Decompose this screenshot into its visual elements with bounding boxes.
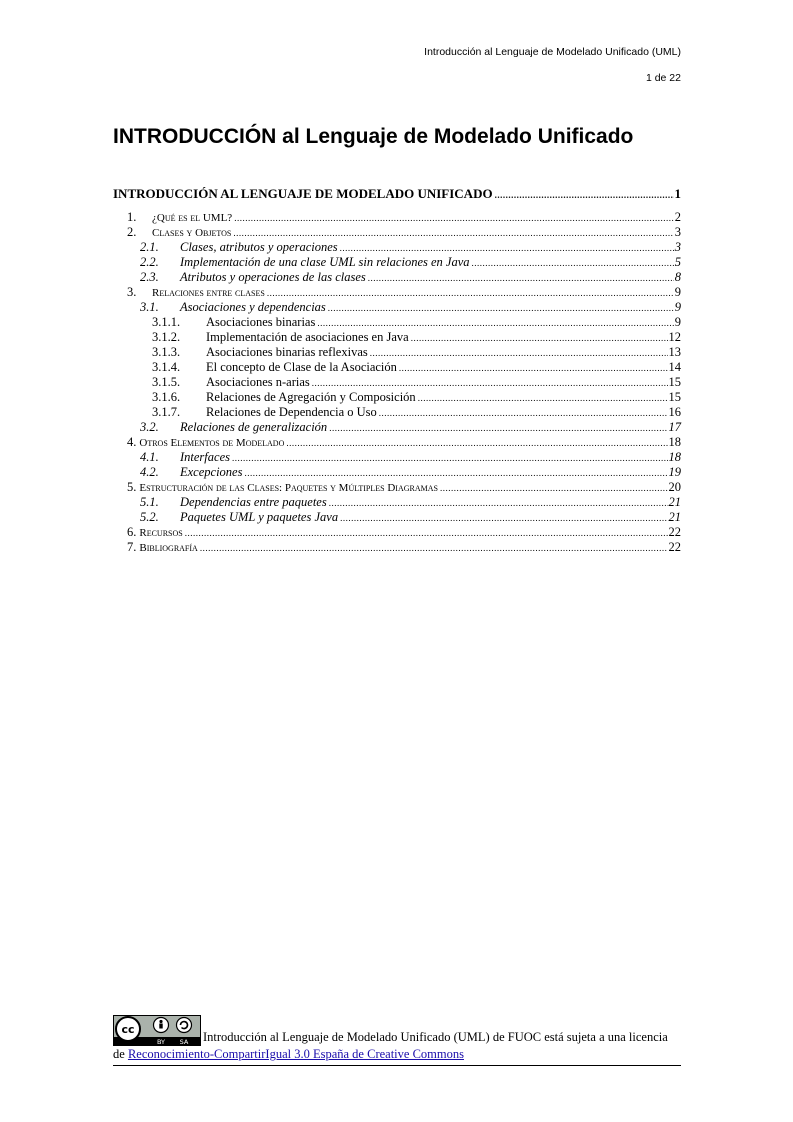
table-of-contents bbox=[113, 186, 681, 555]
toc-entry[interactable] bbox=[113, 330, 681, 345]
toc-entry[interactable] bbox=[113, 225, 681, 240]
toc-entry-page: 22 bbox=[668, 540, 681, 554]
toc-leader bbox=[340, 243, 674, 253]
toc-leader bbox=[286, 438, 667, 448]
toc-entry[interactable] bbox=[113, 210, 681, 225]
toc-entry-number: 5.1. bbox=[140, 495, 159, 509]
toc-entry[interactable] bbox=[113, 540, 681, 555]
license-footer bbox=[113, 1015, 681, 1066]
toc-entry-number: 4. bbox=[127, 435, 137, 449]
toc-entry[interactable] bbox=[113, 345, 681, 360]
toc-entry-label: Relaciones de Dependencia o Uso bbox=[206, 405, 377, 419]
toc-entry-label: INTRODUCCIÓN AL LENGUAJE DE MODELADO UNIFICADO bbox=[113, 186, 493, 201]
toc-leader bbox=[399, 363, 668, 373]
toc-entry-page: 9 bbox=[674, 300, 681, 314]
toc-entry-number: 3.1.5. bbox=[152, 375, 181, 389]
toc-entry-label: Asociaciones binarias reflexivas bbox=[206, 345, 368, 359]
toc-entry-label: Otros Elementos de Modelado bbox=[139, 437, 285, 449]
toc-entry-page: 3 bbox=[674, 240, 681, 254]
toc-entry-label: Clases y Objetos bbox=[152, 227, 232, 239]
toc-entry[interactable] bbox=[113, 285, 681, 300]
toc-leader bbox=[329, 498, 668, 508]
toc-entry-number: 5. bbox=[127, 480, 137, 494]
toc-entry-number: 4.1. bbox=[140, 450, 159, 464]
page-number: 1 de 22 bbox=[645, 72, 681, 84]
toc-entry-page: 14 bbox=[668, 360, 681, 374]
toc-entry-label: Dependencias entre paquetes bbox=[180, 495, 327, 509]
toc-entry-label: ¿Qué es el UML? bbox=[152, 212, 233, 224]
toc-entry[interactable] bbox=[113, 480, 681, 495]
toc-entry-label: Relaciones de Agregación y Composición bbox=[206, 390, 416, 404]
toc-entry-number: 4.2. bbox=[140, 465, 159, 479]
page-header bbox=[424, 46, 681, 84]
toc-entry[interactable] bbox=[113, 465, 681, 480]
toc-entry-label: Relaciones entre clases bbox=[152, 287, 265, 299]
toc-entry[interactable] bbox=[113, 270, 681, 285]
toc-entry-label: Clases, atributos y operaciones bbox=[180, 240, 338, 254]
toc-entry-page: 13 bbox=[668, 345, 681, 359]
toc-entry-page: 18 bbox=[668, 435, 681, 449]
header-doc-name: Introducción al Lenguaje de Modelado Unificado (UML) bbox=[424, 46, 681, 58]
toc-entry-number: 3.1.2. bbox=[152, 330, 181, 344]
toc-leader bbox=[418, 393, 668, 403]
toc-entry[interactable] bbox=[113, 360, 681, 375]
toc-entry[interactable] bbox=[113, 435, 681, 450]
toc-leader bbox=[233, 228, 673, 238]
toc-entry-number: 2.2. bbox=[140, 255, 159, 269]
toc-entry-page: 21 bbox=[668, 495, 681, 509]
toc-entry-label: Estructuración de las Clases: Paquetes y Múltiples Diagramas bbox=[139, 482, 438, 494]
creative-commons-badge-icon[interactable] bbox=[113, 1015, 201, 1046]
toc-leader bbox=[440, 483, 668, 493]
toc-entry-page: 1 bbox=[674, 186, 681, 201]
toc-entry-label: Recursos bbox=[139, 527, 183, 539]
toc-entry-label: Paquetes UML y paquetes Java bbox=[180, 510, 339, 524]
toc-leader bbox=[328, 303, 674, 313]
toc-leader bbox=[200, 543, 668, 553]
toc-leader bbox=[232, 453, 668, 463]
toc-entry[interactable] bbox=[113, 510, 681, 525]
toc-leader bbox=[495, 190, 674, 200]
toc-entry[interactable] bbox=[113, 495, 681, 510]
toc-entry-number: 3.1.4. bbox=[152, 360, 181, 374]
toc-leader bbox=[312, 378, 668, 388]
toc-entry-label: Implementación de asociaciones en Java bbox=[206, 330, 409, 344]
toc-leader bbox=[368, 273, 674, 283]
toc-entry-page: 8 bbox=[674, 270, 681, 284]
toc-entry-page: 16 bbox=[668, 405, 681, 419]
toc-entry-page: 12 bbox=[668, 330, 681, 344]
toc-entry-label: Interfaces bbox=[180, 450, 230, 464]
toc-entry-number: 3. bbox=[127, 285, 137, 299]
toc-entry-page: 5 bbox=[674, 255, 681, 269]
toc-leader bbox=[472, 258, 674, 268]
toc-entry-label: Atributos y operaciones de las clases bbox=[180, 270, 366, 284]
toc-entry-number: 2.1. bbox=[140, 240, 159, 254]
toc-entry-number: 3.1.1. bbox=[152, 315, 181, 329]
toc-entry[interactable] bbox=[113, 186, 681, 206]
toc-leader bbox=[340, 513, 667, 523]
toc-entry-label: Bibliografía bbox=[139, 542, 198, 554]
svg-text:cc: cc bbox=[121, 1023, 135, 1036]
toc-entry-page: 19 bbox=[668, 465, 681, 479]
toc-entry[interactable] bbox=[113, 375, 681, 390]
toc-entry-label: Asociaciones n-arias bbox=[206, 375, 310, 389]
toc-entry-number: 2.3. bbox=[140, 270, 159, 284]
toc-entry[interactable] bbox=[113, 405, 681, 420]
toc-entry-page: 18 bbox=[668, 450, 681, 464]
toc-leader bbox=[244, 468, 667, 478]
toc-entry[interactable] bbox=[113, 390, 681, 405]
toc-entry-number: 6. bbox=[127, 525, 137, 539]
license-text: Introducción al Lenguaje de Modelado Unificado (UML) de FUOC está sujeta a una licencia de bbox=[113, 1030, 668, 1061]
toc-entry[interactable] bbox=[113, 450, 681, 465]
toc-entry-label: Excepciones bbox=[180, 465, 243, 479]
toc-entry-page: 15 bbox=[668, 375, 681, 389]
toc-entry-number: 3.1.6. bbox=[152, 390, 181, 404]
license-link[interactable]: Reconocimiento-CompartirIgual 3.0 España de Creative Commons bbox=[127, 1047, 464, 1061]
svg-text:BY: BY bbox=[156, 1038, 166, 1046]
toc-entry[interactable] bbox=[113, 255, 681, 270]
toc-leader bbox=[370, 348, 668, 358]
toc-entry-number: 3.1.7. bbox=[152, 405, 181, 419]
toc-entry-number: 2. bbox=[127, 225, 137, 239]
toc-entry-page: 15 bbox=[668, 390, 681, 404]
toc-entry-number: 3.2. bbox=[140, 420, 159, 434]
toc-entry-number: 3.1. bbox=[140, 300, 159, 314]
svg-text:SA: SA bbox=[179, 1038, 189, 1046]
toc-entry-label: Asociaciones y dependencias bbox=[180, 300, 326, 314]
toc-entry-page: 2 bbox=[674, 210, 681, 224]
toc-entry-page: 21 bbox=[668, 510, 681, 524]
toc-entry[interactable] bbox=[113, 420, 681, 435]
toc-entry-label: El concepto de Clase de la Asociación bbox=[206, 360, 397, 374]
toc-leader bbox=[267, 288, 674, 298]
toc-entry-page: 22 bbox=[668, 525, 681, 539]
toc-entry[interactable] bbox=[113, 300, 681, 315]
toc-leader bbox=[411, 333, 668, 343]
document-title: INTRODUCCIÓN al Lenguaje de Modelado Unificado bbox=[113, 125, 634, 148]
toc-entry-page: 17 bbox=[668, 420, 681, 434]
toc-entry[interactable] bbox=[113, 240, 681, 255]
toc-entry-number: 3.1.3. bbox=[152, 345, 181, 359]
toc-entry-page: 9 bbox=[674, 285, 681, 299]
toc-entry-number: 1. bbox=[127, 210, 137, 224]
toc-leader bbox=[317, 318, 673, 328]
toc-entry-number: 7. bbox=[127, 540, 137, 554]
toc-leader bbox=[234, 213, 674, 223]
toc-entry-label: Relaciones de generalización bbox=[180, 420, 328, 434]
toc-entry-number: 5.2. bbox=[140, 510, 159, 524]
toc-entry[interactable] bbox=[113, 315, 681, 330]
toc-entry-label: Implementación de una clase UML sin relaciones en Java bbox=[180, 255, 470, 269]
toc-leader bbox=[329, 423, 667, 433]
toc-entry[interactable] bbox=[113, 525, 681, 540]
toc-entry-page: 3 bbox=[674, 225, 681, 239]
toc-leader bbox=[185, 528, 668, 538]
toc-entry-page: 20 bbox=[668, 480, 681, 494]
toc-leader bbox=[379, 408, 668, 418]
toc-entry-page: 9 bbox=[674, 315, 681, 329]
toc-entry-label: Asociaciones binarias bbox=[206, 315, 316, 329]
